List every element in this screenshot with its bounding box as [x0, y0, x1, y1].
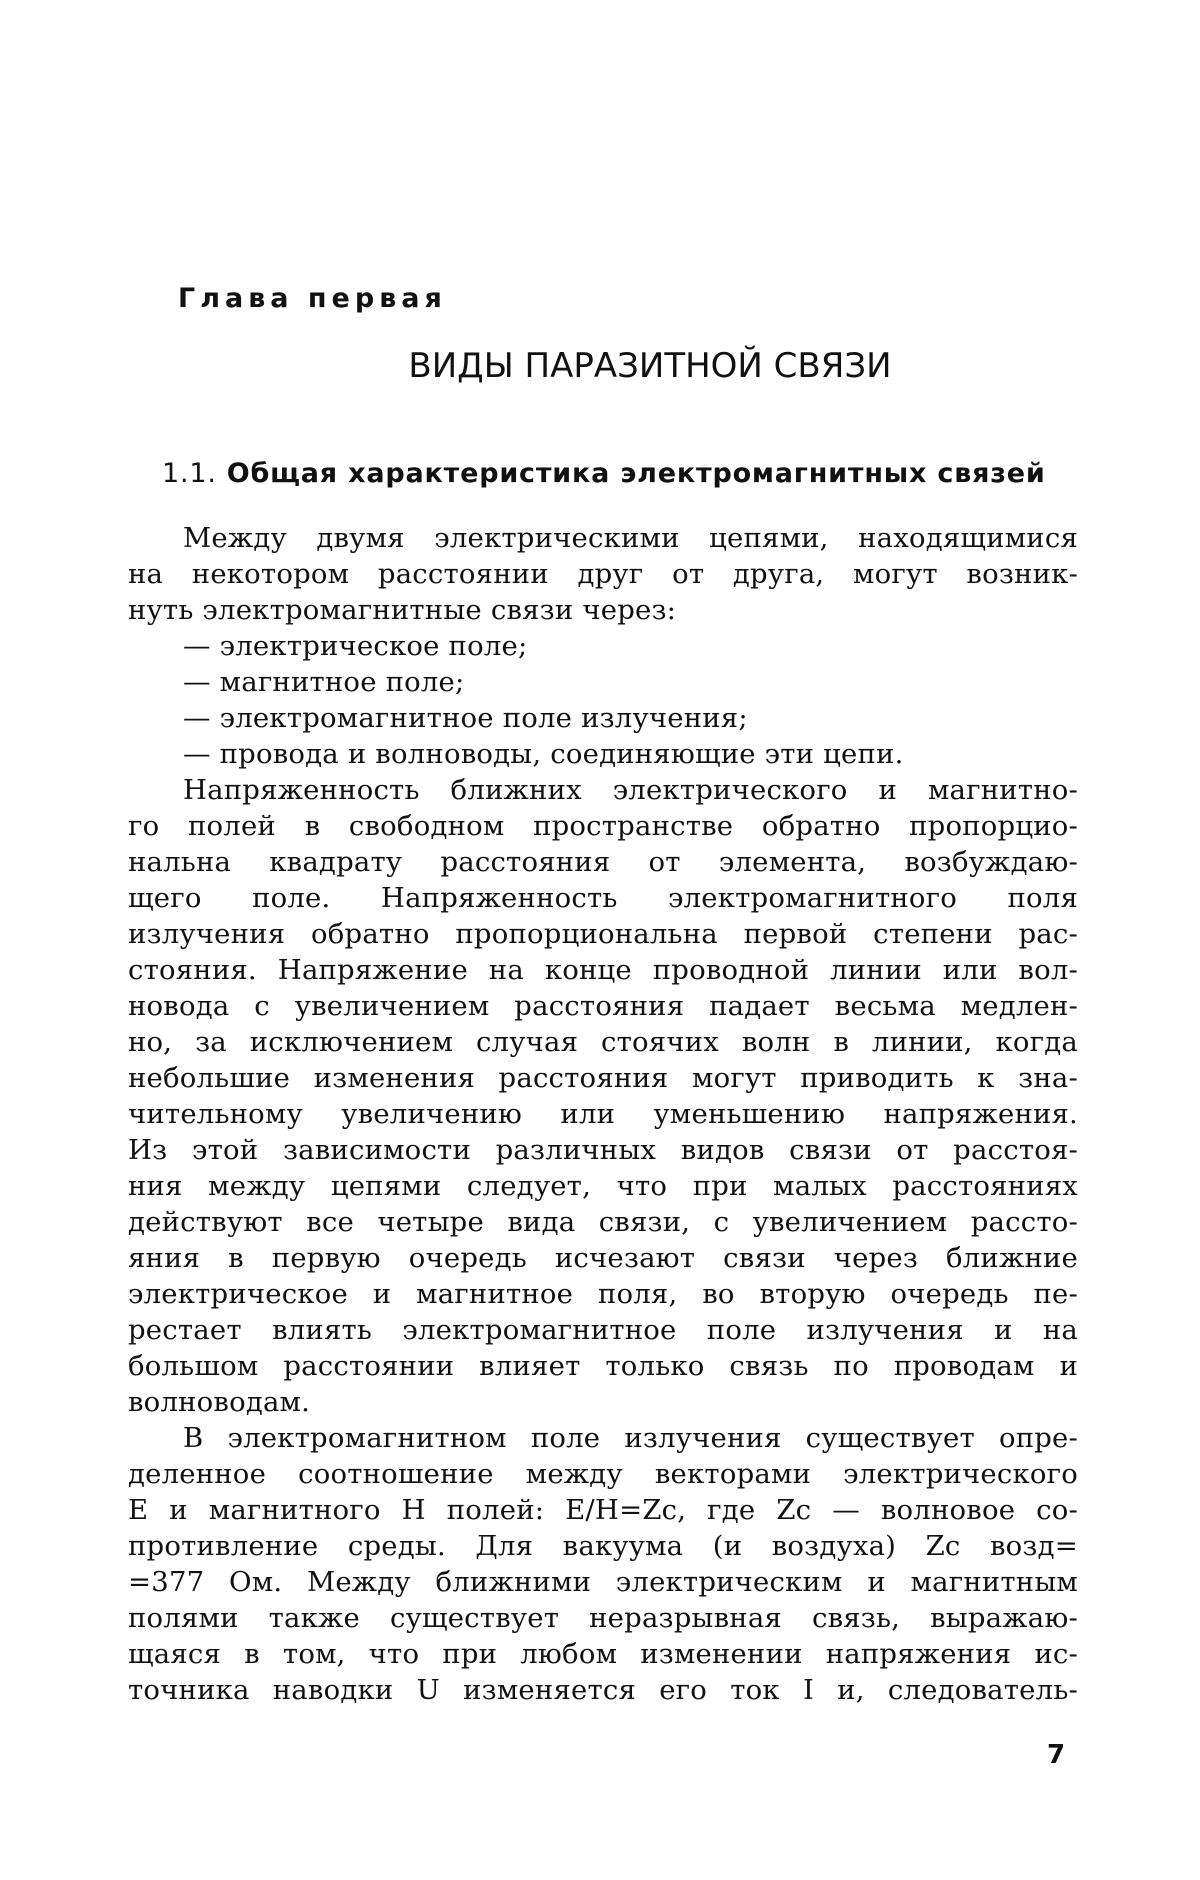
- text-line: рестает влиять электромагнитное поле излучения и на: [128, 1314, 1078, 1346]
- chapter-title: ВИДЫ ПАРАЗИТНОЙ СВЯЗИ: [408, 346, 892, 386]
- text-line: щаяся в том, что при любом изменении напряжения ис-: [128, 1638, 1078, 1670]
- text-line: щего поле. Напряженность электромагнитного поля: [128, 882, 1078, 914]
- text-line: нальна квадрату расстояния от элемента, возбуждаю-: [128, 846, 1078, 878]
- text-line: новода с увеличением расстояния падает весьма медлен-: [128, 990, 1078, 1022]
- text-line: небольшие изменения расстояния могут приводить к зна-: [128, 1062, 1078, 1094]
- text-line: го полей в свободном пространстве обратно пропорцио-: [128, 810, 1078, 842]
- text-line: излучения обратно пропорциональна первой степени рас-: [128, 918, 1078, 950]
- chapter-label: Глава первая: [178, 283, 447, 314]
- text-line: ния между цепями следует, что при малых расстояниях: [128, 1170, 1078, 1202]
- page-number: 7: [1047, 1740, 1066, 1770]
- section-title: Общая характеристика электромагнитных связей: [226, 458, 1046, 489]
- text-line: — электрическое поле;: [183, 630, 528, 662]
- text-line: — электромагнитное поле излучения;: [183, 702, 748, 734]
- text-line: нуть электромагнитные связи через:: [128, 594, 677, 626]
- text-line: =377 Ом. Между ближними электрическим и магнитным: [128, 1566, 1078, 1598]
- text-line: полями также существует неразрывная связь, выражаю-: [128, 1602, 1078, 1634]
- text-line: Между двумя электрическими цепями, находящимися: [183, 522, 1078, 554]
- text-line: электрическое и магнитное поля, во вторую очередь пе-: [128, 1278, 1078, 1310]
- text-line: — провода и волноводы, соединяющие эти цепи.: [183, 738, 904, 770]
- text-line: стояния. Напряжение на конце проводной линии или вол-: [128, 954, 1078, 986]
- text-line: точника наводки U изменяется его ток I и, следователь-: [128, 1674, 1078, 1706]
- text-line: волноводам.: [128, 1386, 311, 1418]
- text-line: но, за исключением случая стоячих волн в линии, когда: [128, 1026, 1078, 1058]
- body-text: [128, 520, 1078, 1708]
- text-line: чительному увеличению или уменьшению напряжения.: [128, 1098, 1078, 1130]
- text-line: действуют все четыре вида связи, с увеличением рассто-: [128, 1206, 1078, 1238]
- text-line: яния в первую очередь исчезают связи через ближние: [128, 1242, 1078, 1274]
- text-line: Напряженность ближних электрического и магнитно-: [183, 774, 1078, 806]
- text-line: большом расстоянии влияет только связь по проводам и: [128, 1350, 1078, 1382]
- text-line: В электромагнитном поле излучения существует опре-: [183, 1422, 1078, 1454]
- text-line: противление среды. Для вакуума (и воздуха) Zc возд=: [128, 1530, 1078, 1562]
- section-heading: [162, 458, 1046, 489]
- section-number: 1.1.: [162, 458, 217, 489]
- text-line: E и магнитного H полей: E/H=Zc, где Zc — волновое со-: [128, 1494, 1078, 1526]
- text-line: Из этой зависимости различных видов связи от расстоя-: [128, 1134, 1078, 1166]
- text-line: — магнитное поле;: [183, 666, 465, 698]
- text-line: на некотором расстоянии друг от друга, могут возник-: [128, 558, 1078, 590]
- text-line: деленное соотношение между векторами электрического: [128, 1458, 1078, 1490]
